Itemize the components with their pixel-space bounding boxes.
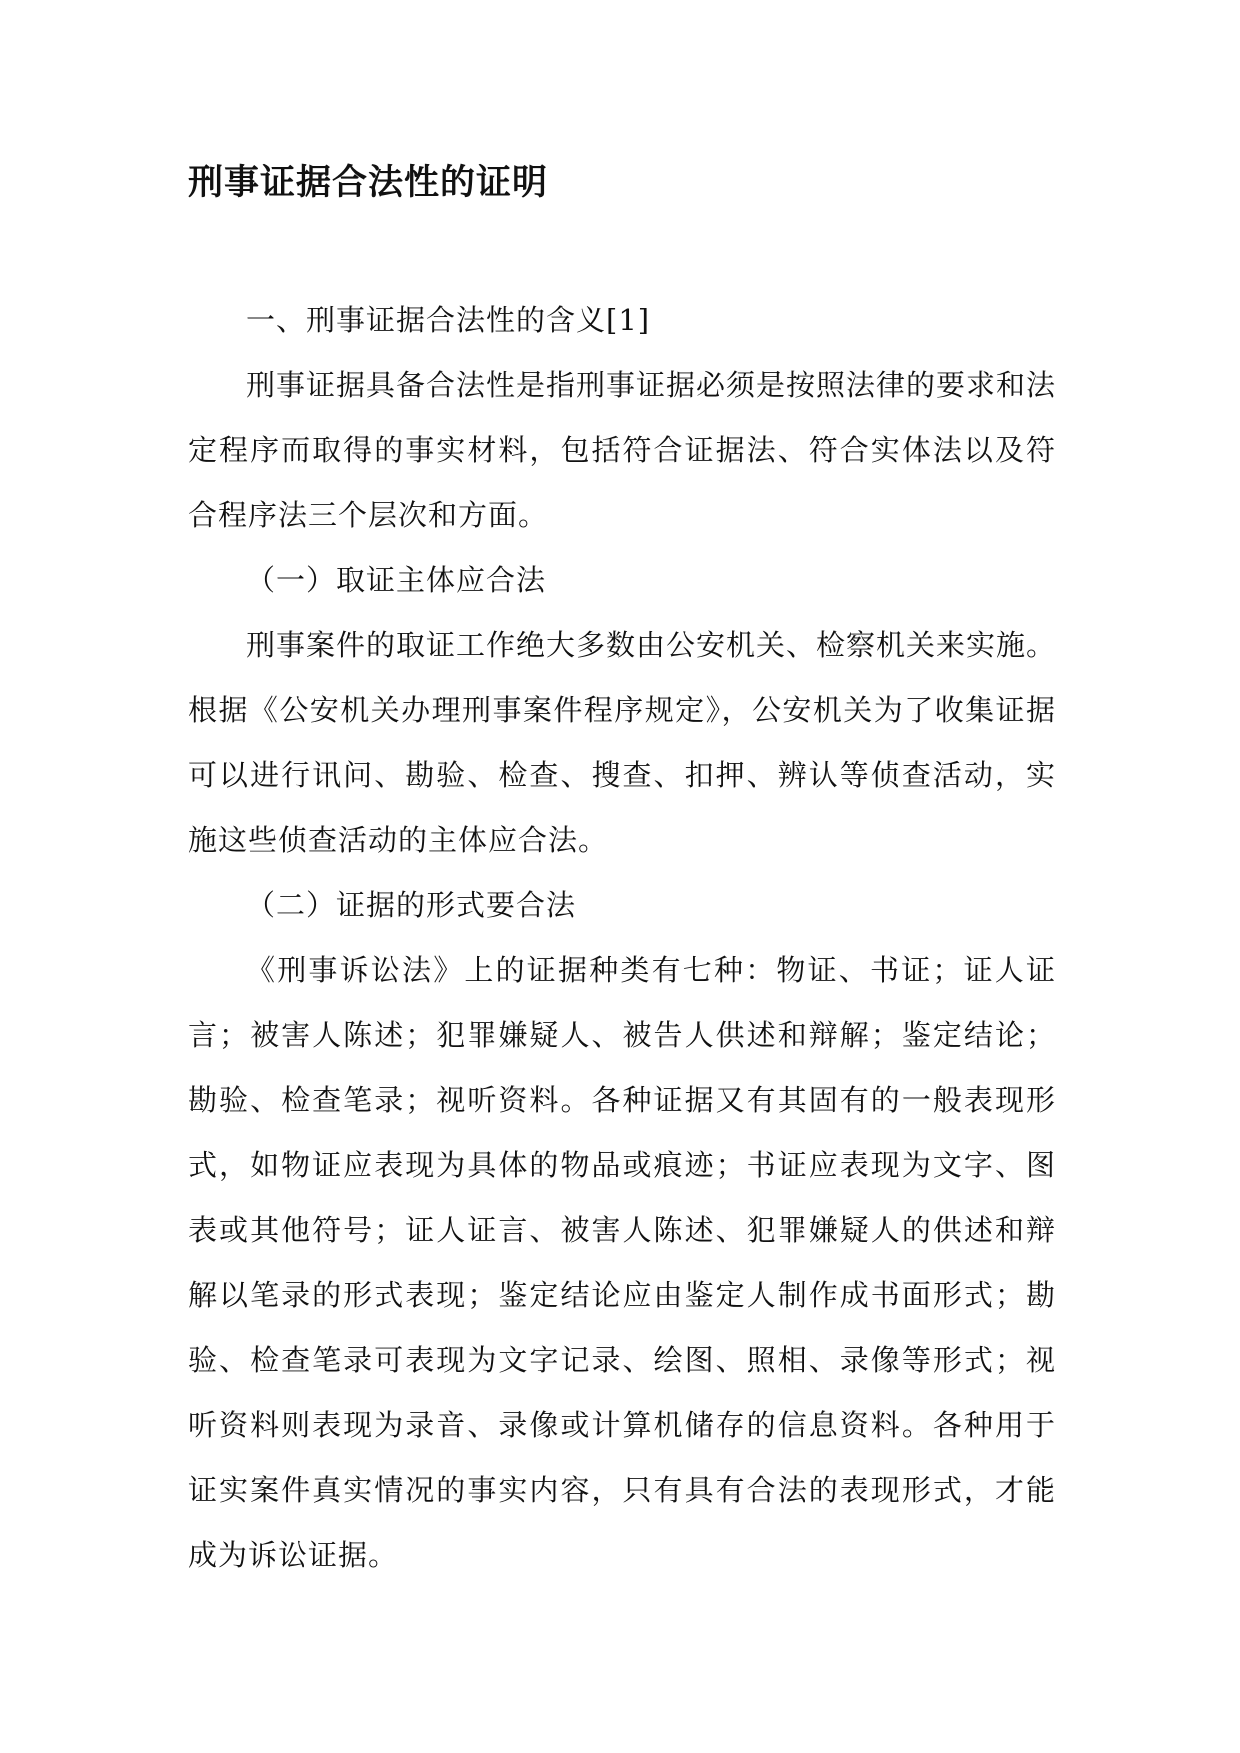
section-heading-1: 一、刑事证据合法性的含义[1]	[246, 303, 651, 337]
subsection-heading-2: （二）证据的形式要合法	[246, 888, 577, 922]
document-body	[188, 288, 1056, 1588]
paragraph-3: 《刑事诉讼法》上的证据种类有七种：物证、书证；证人证言；被害人陈述；犯罪嫌疑人、被告人供述和辩解；鉴定结论；勘验、检查笔录；视听资料。各种证据又有其固有的一般表现形式，如物证应表现为具体的物品或痕迹；书证应表现为文字、图表或其他符号；证人证言、被害人陈述、犯罪嫌疑人的供述和辩解以笔录的形式表现；鉴定结论应由鉴定人制作成书面形式；勘验、检查笔录可表现为文字记录、绘图、照相、录像等形式；视听资料则表现为录音、录像或计算机储存的信息资料。各种用于证实案件真实情况的事实内容，只有具有合法的表现形式，才能成为诉讼证据。	[188, 953, 1056, 1572]
paragraph-1: 刑事证据具备合法性是指刑事证据必须是按照法律的要求和法定程序而取得的事实材料，包括符合证据法、符合实体法以及符合程序法三个层次和方面。	[188, 368, 1057, 532]
subsection-heading-1: （一）取证主体应合法	[246, 563, 547, 597]
document-title: 刑事证据合法性的证明	[188, 163, 549, 203]
paragraph-2: 刑事案件的取证工作绝大多数由公安机关、检察机关来实施。根据《公安机关办理刑事案件程序规定》，公安机关为了收集证据可以进行讯问、勘验、检查、搜查、扣押、辨认等侦查活动，实施这些侦查活动的主体应合法。	[188, 628, 1057, 857]
